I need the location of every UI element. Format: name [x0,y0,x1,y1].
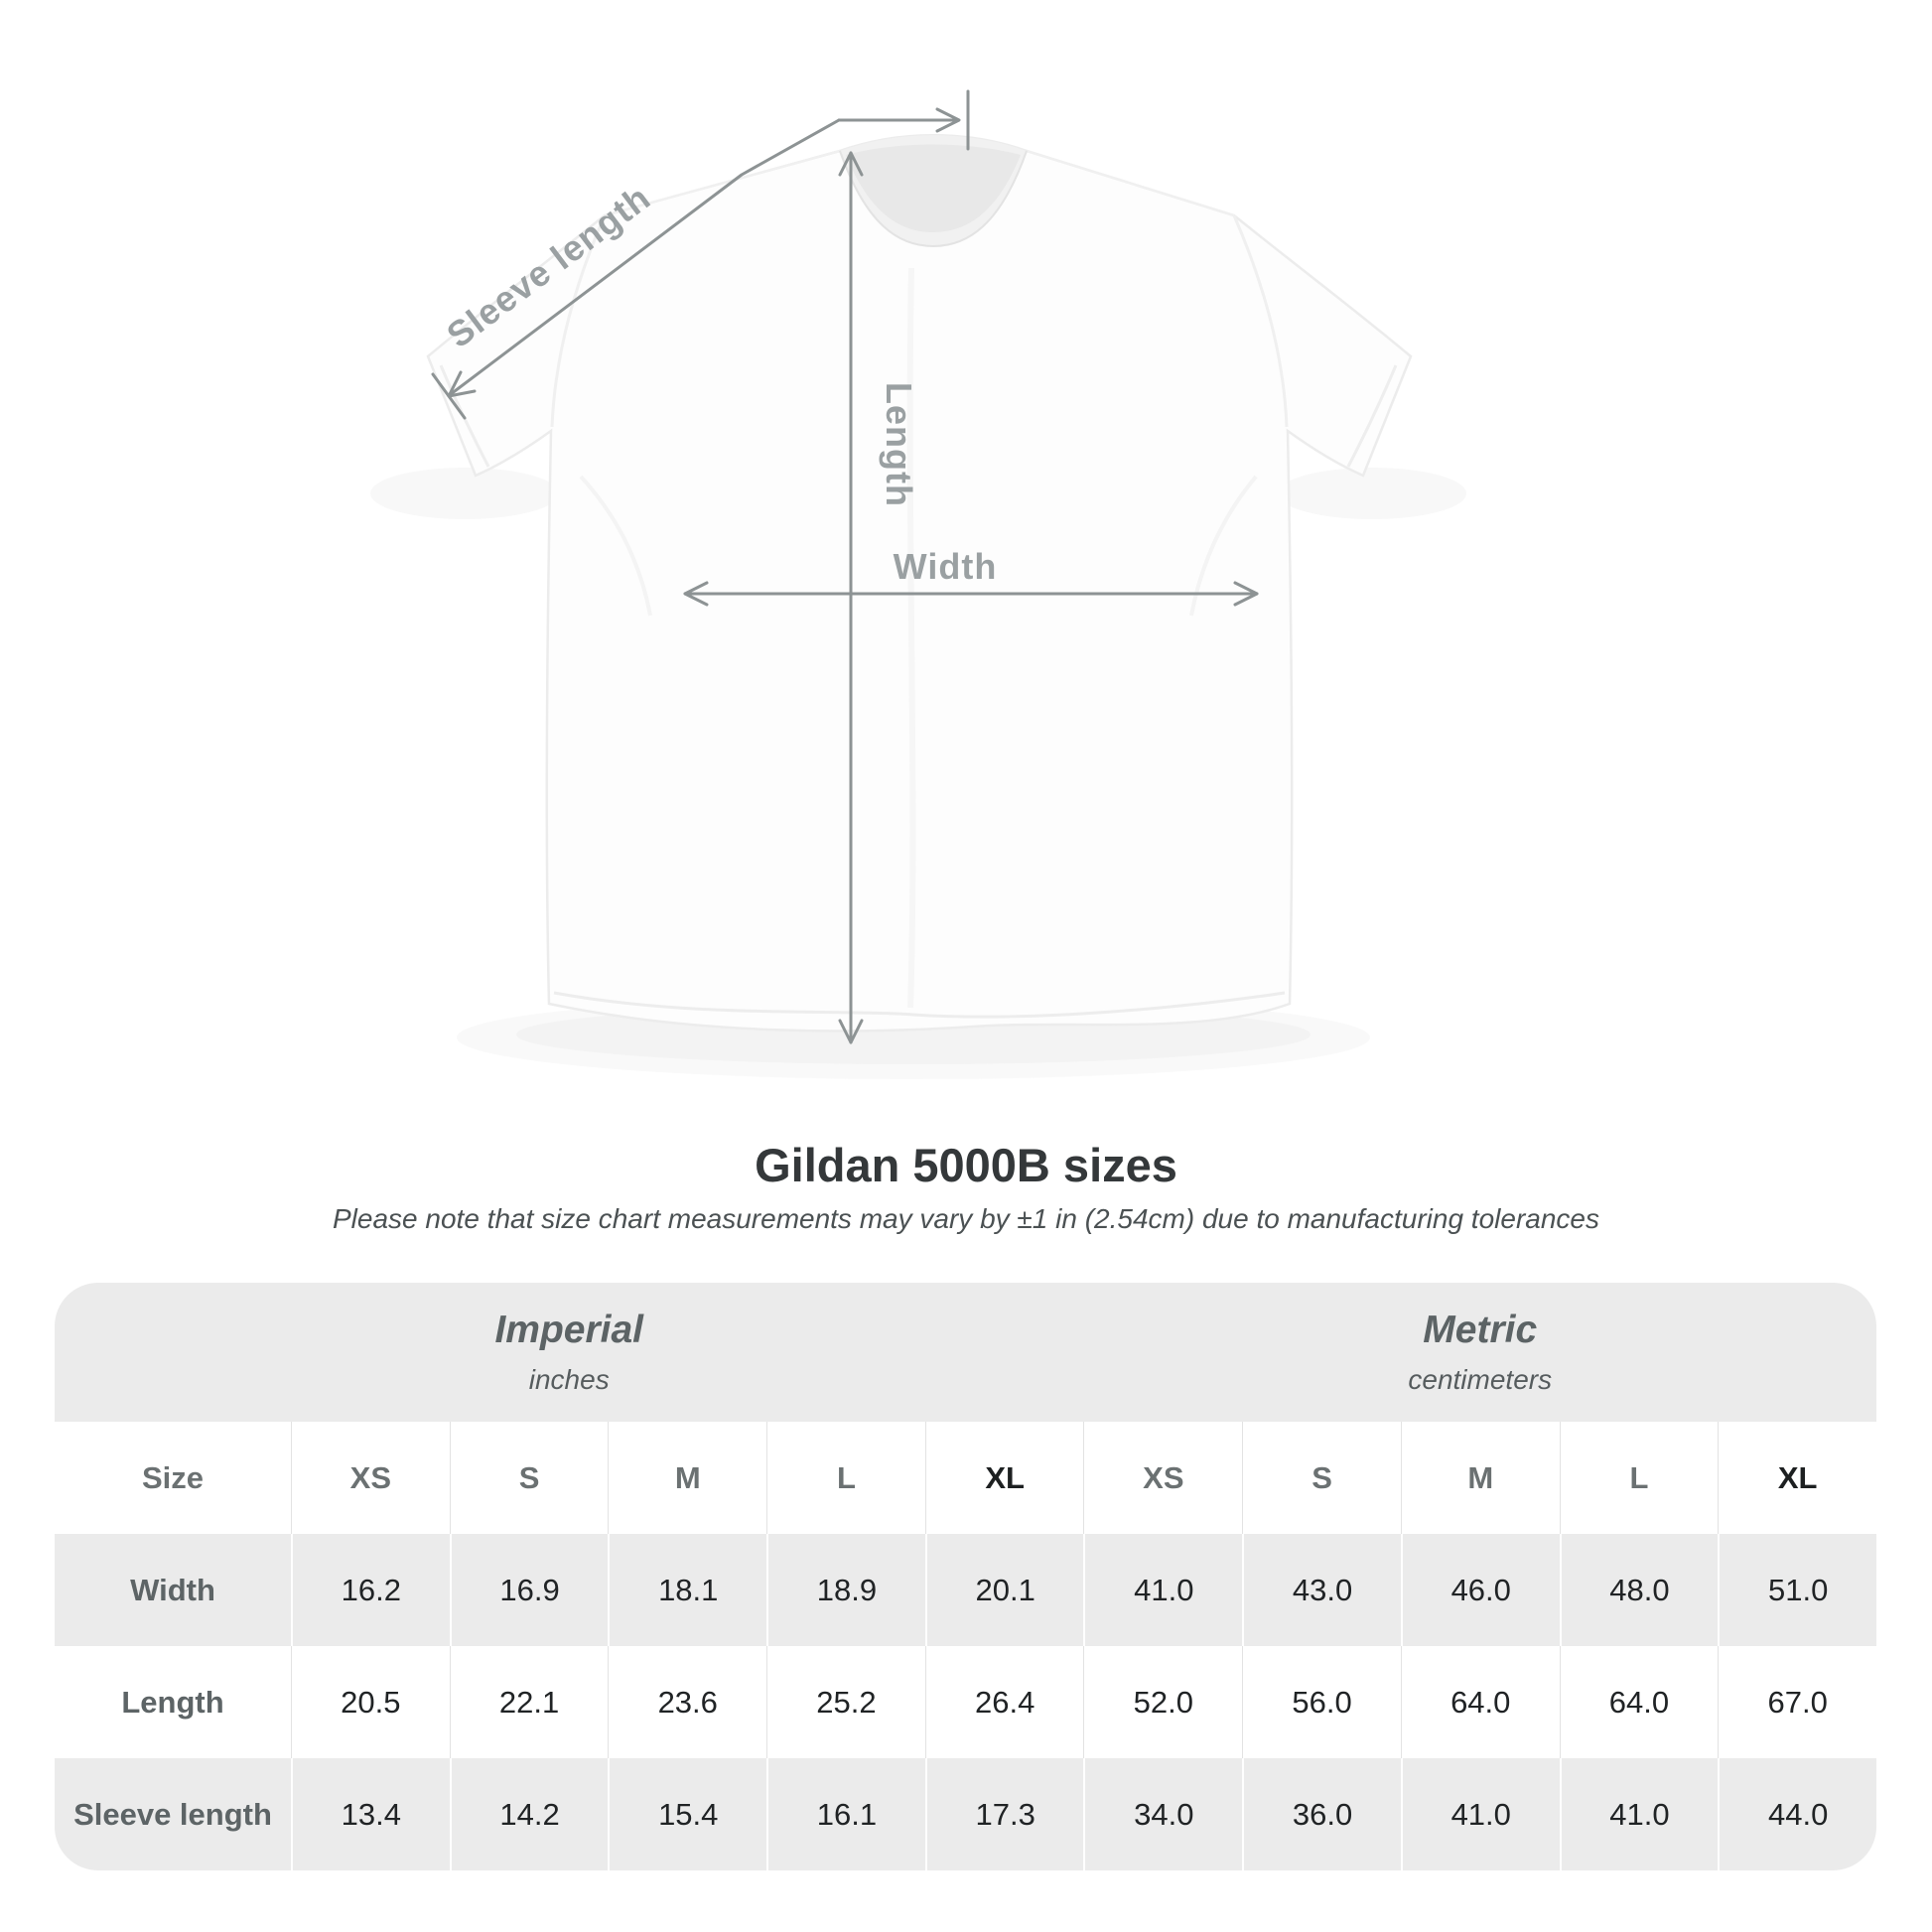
table-cell: 46.0 [1401,1534,1560,1646]
table-cell: 64.0 [1560,1646,1719,1758]
table-cell: 26.4 [925,1646,1084,1758]
table-cell: 56.0 [1242,1646,1401,1758]
table-cell: 64.0 [1401,1646,1560,1758]
table-cell: 16.2 [291,1534,450,1646]
right-sleeve-shadow [1278,468,1466,519]
table-cell: 41.0 [1083,1534,1242,1646]
col-header-metric-xs: XS [1083,1422,1242,1534]
table-cell: 17.3 [925,1758,1084,1870]
table-cell: 43.0 [1242,1534,1401,1646]
size-chart-table [55,1283,1876,1870]
row-label-length: Length [55,1646,291,1758]
col-header-imperial-xs: XS [291,1422,450,1534]
table-cell: 14.2 [450,1758,609,1870]
table-cell: 15.4 [608,1758,766,1870]
table-cell: 48.0 [1560,1534,1719,1646]
metric-header [1083,1283,1876,1422]
table-cell: 16.1 [766,1758,925,1870]
col-header-metric-m: M [1401,1422,1560,1534]
table-cell: 51.0 [1718,1534,1876,1646]
table-cell: 16.9 [450,1534,609,1646]
table-cell: 13.4 [291,1758,450,1870]
metric-unit: centimeters [1408,1364,1553,1395]
page-title: Gildan 5000B sizes [755,1139,1177,1191]
imperial-header [55,1283,1083,1422]
col-header-imperial-m: M [608,1422,766,1534]
table-cell: 44.0 [1718,1758,1876,1870]
table-cell: 41.0 [1401,1758,1560,1870]
table-cell: 36.0 [1242,1758,1401,1870]
col-header-imperial-l: L [766,1422,925,1534]
col-header-metric-xl: XL [1718,1422,1876,1534]
imperial-name: Imperial [494,1309,644,1351]
table-cell: 18.9 [766,1534,925,1646]
table-cell: 23.6 [608,1646,766,1758]
width-label: Width [893,546,998,587]
length-label: Length [879,382,919,507]
table-cell: 52.0 [1083,1646,1242,1758]
table-cell: 25.2 [766,1646,925,1758]
table-cell: 34.0 [1083,1758,1242,1870]
table-cell: 20.5 [291,1646,450,1758]
sleeve-length-label: Sleeve length [439,176,658,356]
center-crease [910,268,913,1008]
table-cell: 18.1 [608,1534,766,1646]
row-label-width: Width [55,1534,291,1646]
table-cell: 41.0 [1560,1758,1719,1870]
table-cell: 20.1 [925,1534,1084,1646]
table-cell: 67.0 [1718,1646,1876,1758]
tolerance-note: Please note that size chart measurements may vary by ±1 in (2.54cm) due to manufacturing tolerances [333,1203,1599,1234]
col-header-imperial-xl: XL [925,1422,1084,1534]
size-corner-header: Size [55,1422,291,1534]
metric-name: Metric [1423,1309,1538,1351]
imperial-unit: inches [528,1364,610,1395]
table-cell: 22.1 [450,1646,609,1758]
col-header-metric-s: S [1242,1422,1401,1534]
left-sleeve-shadow [370,468,559,519]
col-header-imperial-s: S [450,1422,609,1534]
row-label-sleeve-length: Sleeve length [55,1758,291,1870]
col-header-metric-l: L [1560,1422,1719,1534]
